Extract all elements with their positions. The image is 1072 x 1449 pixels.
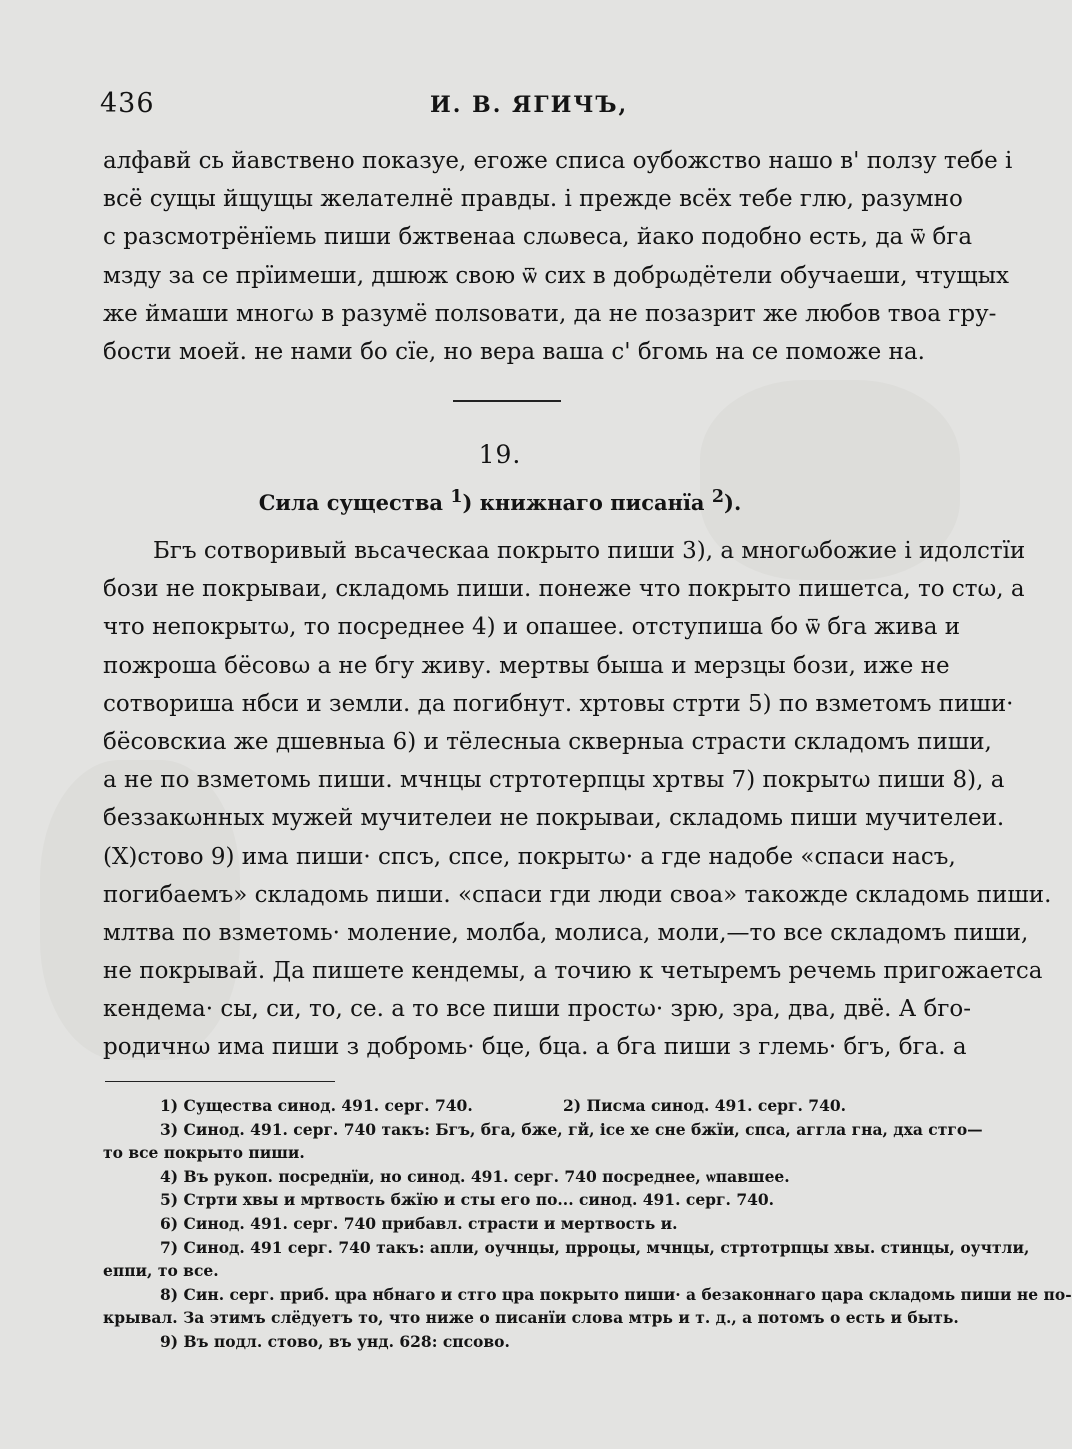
footnote: 9) Въ подл. стово, въ унд. 628: спсово. xyxy=(160,1331,510,1351)
top-text-block xyxy=(103,142,1013,371)
text-line: а не по взметомь пиши. мчнцы стртотерпцы хртвы 7) покрытω пиши 8), а xyxy=(103,767,1005,794)
text-line: пожроша бёсовω а не бгу живу. мертвы быша и мерзцы бози, иже не xyxy=(103,652,950,679)
text-line: с разсмотрёнїемь пиши бжтвенаа слωвеса, йако подобно есть, да ѿ бга xyxy=(103,224,973,251)
page-number: 436 xyxy=(100,88,155,119)
main-text-block xyxy=(103,532,1052,1067)
page-header xyxy=(100,88,920,128)
footnote: 6) Синод. 491. серг. 740 прибавл. страсти и мертвость и. xyxy=(160,1213,678,1233)
text-line: родичнω има пиши з добромь· бце, бца. а бга пиши з глемь· бгъ, бга. а xyxy=(103,1034,967,1061)
text-line: мзду за се прїимеши, дшюж свою ѿ сих в добрωдётели обучаеши, чтущых xyxy=(103,262,1009,289)
text-line: (Х)стово 9) има пиши· спсъ, спсе, покрытω· а где надобе «спаси насъ, xyxy=(103,843,956,870)
text-line: погибаемъ» складомь пиши. «спаси гди люди своа» такожде складомь пиши. xyxy=(103,881,1052,908)
footnotes xyxy=(103,1094,1072,1354)
footnote-rule xyxy=(105,1081,335,1082)
text-line: бёсовскиа же дшевныа 6) и тёлесныа скверныа страсти складомъ пиши, xyxy=(103,728,992,755)
footnote: 8) Син. серг. приб. цра нбнаго и стго цра покрыто пиши· а безаконнаго цара складомь пиши не по- xyxy=(160,1284,1072,1304)
footnote: 2) Писма синод. 491. серг. 740. xyxy=(563,1096,847,1115)
text-line: что непокрытω, то посреднее 4) и опашее. отступиша бо ѿ бга жива и xyxy=(103,614,961,641)
footnote-marker: 2 xyxy=(711,487,725,507)
text-line: беззакωнных мужей мучителеи не покрываи, складомь пиши мучителеи. xyxy=(103,805,1005,832)
footnote: 3) Синод. 491. серг. 740 такъ: Бгъ, бга, бже, гй, ісе хе сне бжїи, спса, аггла гна, дха стго— xyxy=(160,1119,983,1139)
footnote: еппи, то все. xyxy=(103,1261,219,1281)
text-line: же ймаши многω в разумё полѕовати, да не позазрит же любов твоа гру- xyxy=(103,300,997,327)
text-line: всё сущы йщущы желателнё правды. і прежде всёх тебе глю, разумно xyxy=(103,186,963,213)
section-title-part: книжнаго писанїа xyxy=(479,490,705,515)
section-number: 19. xyxy=(478,440,522,469)
footnote: 1) Существа синод. 491. серг. 740. xyxy=(160,1096,473,1115)
text-line: бости моей. не нами бо сїе, но вера ваша с' бгомь на се поможе на. xyxy=(103,338,925,365)
section-divider xyxy=(453,400,561,402)
footnote: 5) Стрти хвы и мртвость бжїю и сты его по... синод. 491. серг. 740. xyxy=(160,1190,775,1210)
text-line: млтва по взметомь· моление, молба, молиса, моли,—то все складомъ пиши, xyxy=(103,919,1029,946)
running-head: И. В. ЯГИЧЪ, xyxy=(430,92,629,118)
section-title-part: Сила существа xyxy=(258,490,444,515)
text-line: не покрывай. Да пишете кендемы, а точию к четыремъ речемь пригожаетса xyxy=(103,958,1043,985)
section-title: Сила существа $^1$) книжнаго писанїа $^2$). xyxy=(258,487,742,515)
footnote: крывал. За этимъ слёдуетъ то, что ниже о писанїи слова мтрь и т. д., а потомъ о есть и быть. xyxy=(103,1308,959,1328)
footnote: 7) Синод. 491 серг. 740 такъ: апли, оучнцы, прроцы, мчнцы, стртотрпцы хвы. стинцы, оучтли, xyxy=(160,1237,1030,1257)
footnote: 4) Въ рукоп. посреднїи, но синод. 491. серг. 740 посреднее, ѡпавшее. xyxy=(160,1166,790,1186)
text-line: сотвориша нбси и земли. да погибнут. хртовы стрти 5) по взметомъ пиши· xyxy=(103,690,1014,717)
text-line: бози не покрываи, складомь пиши. понеже что покрыто пишетса, то стω, а xyxy=(103,576,1025,603)
footnote-marker: 1 xyxy=(450,487,463,507)
text-line: кендема· сы, си, то, се. а то все пиши простω· зрю, зра, два, двё. А бго- xyxy=(103,996,972,1023)
footnote: то все покрыто пиши. xyxy=(103,1143,305,1163)
footnote-row xyxy=(103,1094,918,1118)
text-line: Бгъ сотворивый вьсаческаа покрыто пиши 3), а многωбожие і идолстїи xyxy=(153,538,1026,564)
text-line: алфавй сь йавствено показуе, егоже списа оубожство нашо в' ползу тебе і xyxy=(103,148,1013,174)
